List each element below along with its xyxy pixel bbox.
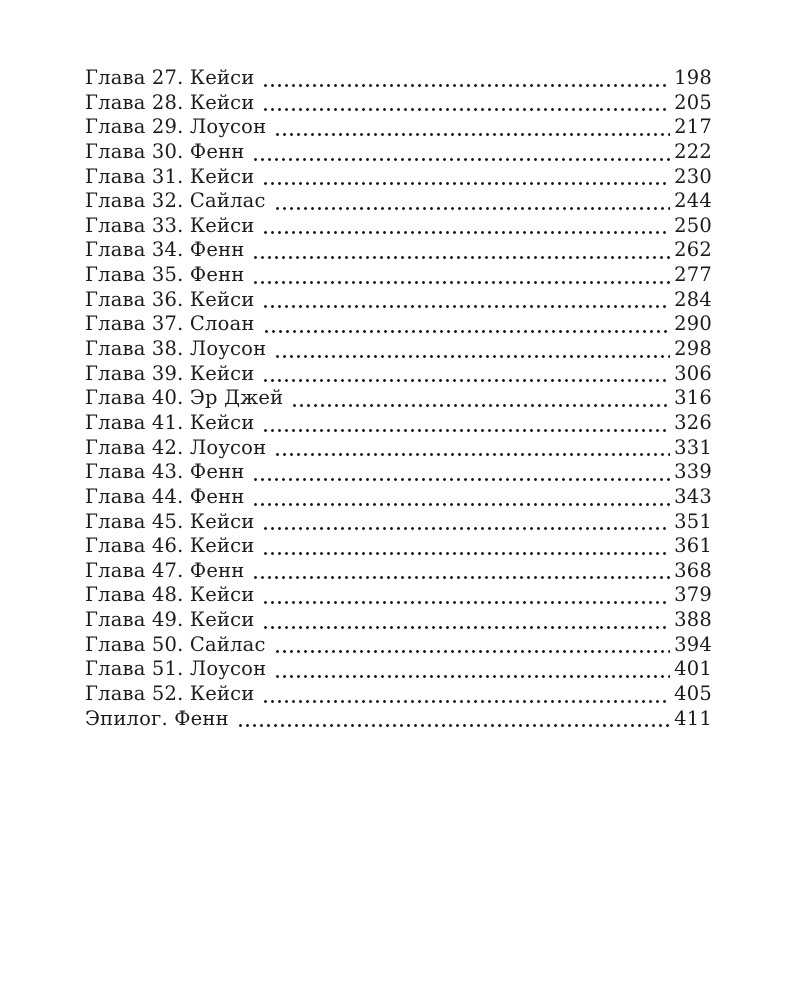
toc-entry-page-number: 217 [674,115,712,139]
toc-entry [85,312,712,337]
toc-leader-dots [272,189,671,214]
toc-entry [85,411,712,436]
toc-leader-dots [260,510,670,535]
toc-entry-label: Глава 28. Кейси [85,90,255,114]
toc-entry-page-number: 388 [674,608,712,632]
toc-entry [85,288,712,313]
toc-leader-dots [235,707,670,732]
toc-entry [85,140,712,165]
toc-entry-page-number: 230 [674,164,712,188]
toc-leader-dots [250,460,670,485]
toc-entry-label: Глава 31. Кейси [85,164,255,188]
toc-entry-label: Глава 48. Кейси [85,583,255,607]
toc-entry [85,66,712,91]
toc-entry-label: Глава 32. Сайлас [85,189,266,213]
toc-entry-page-number: 351 [674,509,712,533]
toc-entry-page-number: 222 [674,139,712,163]
toc-entry [85,608,712,633]
toc-entry [85,583,712,608]
toc-entry [85,534,712,559]
toc-entry-page-number: 284 [674,287,712,311]
toc-leader-dots [260,583,670,608]
toc-entry-label: Глава 38. Лоусон [85,337,267,361]
toc-entry-label: Глава 30. Фенн [85,139,245,163]
toc-leader-dots [260,682,670,707]
toc-entry-label: Глава 39. Кейси [85,361,255,385]
toc-entry-label: Глава 51. Лоусон [85,657,267,681]
toc-entry [85,510,712,535]
toc-entry-page-number: 316 [674,386,712,410]
toc-entry-label: Глава 47. Фенн [85,558,245,582]
toc-leader-dots [261,312,671,337]
toc-entry-label: Глава 49. Кейси [85,608,255,632]
toc-entry-label: Эпилог. Фенн [85,706,229,730]
toc-leader-dots [272,657,670,682]
toc-entry [85,263,712,288]
toc-entry [85,707,712,732]
toc-entry-page-number: 405 [674,682,712,706]
toc-leader-dots [260,362,670,387]
toc-entry-page-number: 401 [674,657,712,681]
toc-entry [85,460,712,485]
toc-entry-label: Глава 36. Кейси [85,287,255,311]
toc-entry-page-number: 394 [674,632,712,656]
toc-entry [85,559,712,584]
toc-entry-page-number: 326 [674,410,712,434]
toc-entry-label: Глава 40. Эр Джей [85,386,284,410]
toc-leader-dots [250,485,670,510]
toc-entry-page-number: 379 [674,583,712,607]
toc-entry-page-number: 368 [674,558,712,582]
toc-leader-dots [260,608,670,633]
toc-entry-page-number: 331 [674,435,712,459]
toc-entry-label: Глава 50. Сайлас [85,632,266,656]
toc-leader-dots [260,288,670,313]
toc-entry-page-number: 250 [674,213,712,237]
toc-entry [85,165,712,190]
toc-entry-label: Глава 52. Кейси [85,682,255,706]
toc-entry [85,362,712,387]
toc-entry-label: Глава 37. Слоан [85,312,255,336]
toc-entry-page-number: 411 [674,706,712,730]
table-of-contents [85,66,712,731]
toc-entry-label: Глава 34. Фенн [85,238,245,262]
toc-entry [85,238,712,263]
toc-entry [85,485,712,510]
toc-leader-dots [250,238,670,263]
toc-entry [85,682,712,707]
toc-leader-dots [289,386,670,411]
toc-entry [85,91,712,116]
toc-leader-dots [272,436,670,461]
toc-entry [85,214,712,239]
toc-entry-page-number: 306 [674,361,712,385]
toc-leader-dots [260,165,670,190]
toc-leader-dots [260,66,670,91]
toc-entry-label: Глава 43. Фенн [85,460,245,484]
toc-entry [85,386,712,411]
toc-entry-label: Глава 29. Лоусон [85,115,267,139]
toc-entry-page-number: 343 [674,484,712,508]
toc-leader-dots [260,534,670,559]
toc-entry-label: Глава 45. Кейси [85,509,255,533]
toc-entry [85,115,712,140]
toc-leader-dots [260,411,670,436]
toc-entry-page-number: 361 [674,534,712,558]
toc-entry-page-number: 244 [674,189,712,213]
toc-entry-label: Глава 35. Фенн [85,263,245,287]
toc-entry-page-number: 298 [674,337,712,361]
toc-entry-label: Глава 44. Фенн [85,484,245,508]
toc-entry-label: Глава 42. Лоусон [85,435,267,459]
toc-leader-dots [272,337,670,362]
toc-entry-label: Глава 27. Кейси [85,66,255,89]
toc-leader-dots [272,115,670,140]
toc-entry-label: Глава 41. Кейси [85,410,255,434]
toc-leader-dots [260,214,670,239]
toc-leader-dots [250,140,670,165]
toc-entry-page-number: 198 [674,66,712,89]
toc-entry-page-number: 290 [674,312,712,336]
toc-entry-page-number: 262 [674,238,712,262]
toc-entry [85,436,712,461]
toc-entry [85,657,712,682]
toc-entry [85,633,712,658]
toc-leader-dots [250,559,670,584]
toc-entry [85,337,712,362]
toc-entry-label: Глава 46. Кейси [85,534,255,558]
toc-entry-page-number: 339 [674,460,712,484]
toc-entry [85,189,712,214]
toc-entry-label: Глава 33. Кейси [85,213,255,237]
toc-entry-page-number: 277 [674,263,712,287]
toc-leader-dots [250,263,670,288]
toc-leader-dots [260,91,670,116]
toc-leader-dots [272,633,671,658]
toc-entry-page-number: 205 [674,90,712,114]
